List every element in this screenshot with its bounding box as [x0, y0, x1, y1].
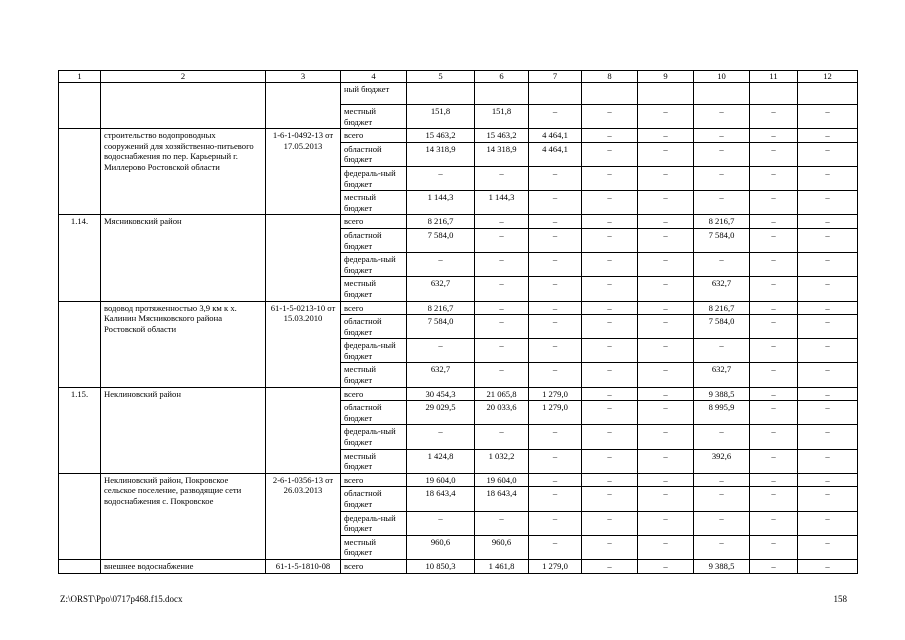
funding-source-cell: местный бюджет	[341, 363, 407, 387]
amount-cell: –	[798, 105, 858, 129]
table-row	[59, 83, 858, 105]
amount-cell: –	[638, 339, 694, 363]
amount-cell	[750, 83, 798, 105]
doc-ref-cell	[266, 215, 341, 301]
funding-source-cell: всего	[341, 387, 407, 401]
amount-cell: –	[750, 129, 798, 143]
amount-cell: –	[529, 253, 582, 277]
amount-cell: –	[798, 425, 858, 449]
amount-cell: –	[638, 315, 694, 339]
amount-cell: –	[582, 228, 638, 252]
amount-cell: –	[798, 129, 858, 143]
amount-cell: –	[750, 487, 798, 511]
funding-source-cell: областной бюджет	[341, 315, 407, 339]
budget-table	[58, 70, 858, 574]
amount-cell: –	[638, 449, 694, 473]
amount-cell: –	[582, 215, 638, 229]
amount-cell	[407, 83, 475, 105]
amount-cell: –	[750, 339, 798, 363]
funding-source-cell: всего	[341, 473, 407, 487]
amount-cell: 8 216,7	[694, 301, 750, 315]
amount-cell: –	[407, 253, 475, 277]
amount-cell: –	[582, 301, 638, 315]
column-number: 10	[694, 71, 750, 83]
amount-cell: –	[407, 166, 475, 190]
column-number: 7	[529, 71, 582, 83]
amount-cell: –	[582, 129, 638, 143]
table-row	[59, 473, 858, 487]
amount-cell: 1 144,3	[407, 191, 475, 215]
amount-cell: –	[407, 339, 475, 363]
item-number-cell: 1.15.	[59, 387, 101, 473]
amount-cell	[475, 83, 529, 105]
amount-cell: –	[694, 511, 750, 535]
doc-ref-cell	[266, 83, 341, 129]
amount-cell: –	[750, 511, 798, 535]
amount-cell: 18 643,4	[407, 487, 475, 511]
amount-cell: –	[638, 129, 694, 143]
amount-cell: –	[798, 473, 858, 487]
column-number: 5	[407, 71, 475, 83]
amount-cell: –	[694, 105, 750, 129]
amount-cell: –	[638, 473, 694, 487]
amount-cell: 1 279,0	[529, 401, 582, 425]
amount-cell: –	[798, 387, 858, 401]
amount-cell: –	[529, 105, 582, 129]
amount-cell: –	[694, 166, 750, 190]
amount-cell: –	[582, 473, 638, 487]
object-name-cell	[101, 83, 266, 129]
amount-cell: 7 584,0	[407, 315, 475, 339]
amount-cell: –	[750, 105, 798, 129]
amount-cell: 19 604,0	[407, 473, 475, 487]
amount-cell: 1 424,8	[407, 449, 475, 473]
amount-cell: –	[529, 191, 582, 215]
amount-cell: 7 584,0	[694, 228, 750, 252]
amount-cell: –	[475, 315, 529, 339]
amount-cell: 1 461,8	[475, 559, 529, 573]
amount-cell: –	[638, 301, 694, 315]
amount-cell	[798, 83, 858, 105]
amount-cell	[529, 83, 582, 105]
amount-cell: 1 279,0	[529, 387, 582, 401]
column-number: 4	[341, 71, 407, 83]
amount-cell: –	[638, 535, 694, 559]
doc-ref-cell: 1-6-1-0492-13 от 17.05.2013	[266, 129, 341, 215]
funding-source-cell: областной бюджет	[341, 228, 407, 252]
amount-cell: 9 388,5	[694, 559, 750, 573]
amount-cell: –	[798, 191, 858, 215]
object-name-cell: строительство водопроводных сооружений для хозяйственно-питьевого водоснабжения по пер. Карьерный г. Миллерово Ростовской области	[101, 129, 266, 215]
amount-cell: –	[798, 401, 858, 425]
amount-cell: –	[798, 559, 858, 573]
document-path: Z:\ORST\Ppo\0717p468.f15.docx	[60, 594, 183, 604]
amount-cell: –	[798, 511, 858, 535]
amount-cell: 10 850,3	[407, 559, 475, 573]
table-row	[59, 129, 858, 143]
amount-cell: –	[475, 301, 529, 315]
amount-cell: –	[529, 215, 582, 229]
amount-cell: –	[638, 559, 694, 573]
amount-cell: –	[750, 191, 798, 215]
amount-cell: 29 029,5	[407, 401, 475, 425]
table-row	[59, 301, 858, 315]
amount-cell: –	[798, 339, 858, 363]
amount-cell: –	[798, 449, 858, 473]
amount-cell: –	[798, 142, 858, 166]
amount-cell: –	[638, 487, 694, 511]
doc-ref-cell	[266, 387, 341, 473]
funding-source-cell: областной бюджет	[341, 142, 407, 166]
table-row	[59, 387, 858, 401]
column-number: 6	[475, 71, 529, 83]
amount-cell: 15 463,2	[475, 129, 529, 143]
amount-cell: –	[407, 425, 475, 449]
amount-cell: –	[475, 166, 529, 190]
amount-cell: –	[694, 142, 750, 166]
funding-source-cell: местный бюджет	[341, 535, 407, 559]
amount-cell: –	[750, 449, 798, 473]
amount-cell: –	[529, 339, 582, 363]
amount-cell: –	[694, 339, 750, 363]
funding-source-cell: местный бюджет	[341, 277, 407, 301]
doc-ref-cell: 2-6-1-0356-13 от 26.03.2013	[266, 473, 341, 559]
item-number-cell: 1.14.	[59, 215, 101, 301]
amount-cell: –	[475, 215, 529, 229]
amount-cell: –	[638, 277, 694, 301]
amount-cell: –	[750, 253, 798, 277]
amount-cell: –	[798, 487, 858, 511]
amount-cell: –	[475, 228, 529, 252]
amount-cell: –	[582, 559, 638, 573]
amount-cell: –	[750, 425, 798, 449]
funding-source-cell: местный бюджет	[341, 449, 407, 473]
object-name-cell: Неклиновский район	[101, 387, 266, 473]
amount-cell	[694, 83, 750, 105]
amount-cell: –	[750, 363, 798, 387]
item-number-cell	[59, 129, 101, 215]
column-number: 11	[750, 71, 798, 83]
amount-cell: 960,6	[475, 535, 529, 559]
amount-cell: –	[529, 363, 582, 387]
amount-cell: –	[529, 511, 582, 535]
object-name-cell: Мясниковский район	[101, 215, 266, 301]
amount-cell: –	[750, 387, 798, 401]
table-row	[59, 559, 858, 573]
amount-cell: –	[694, 473, 750, 487]
amount-cell: 7 584,0	[694, 315, 750, 339]
amount-cell: –	[529, 449, 582, 473]
amount-cell: 8 216,7	[407, 301, 475, 315]
amount-cell: –	[750, 401, 798, 425]
amount-cell: –	[798, 277, 858, 301]
funding-source-cell: областной бюджет	[341, 487, 407, 511]
amount-cell: –	[798, 301, 858, 315]
amount-cell: –	[638, 228, 694, 252]
amount-cell: –	[798, 253, 858, 277]
amount-cell: 1 032,2	[475, 449, 529, 473]
amount-cell: –	[638, 387, 694, 401]
amount-cell: –	[638, 425, 694, 449]
funding-source-cell: местный бюджет	[341, 191, 407, 215]
amount-cell: –	[475, 511, 529, 535]
doc-ref-cell: 61-1-5-1810-08	[266, 559, 341, 573]
amount-cell: –	[529, 315, 582, 339]
amount-cell: –	[582, 363, 638, 387]
funding-source-cell: ный бюджет	[341, 83, 407, 105]
item-number-cell	[59, 83, 101, 129]
column-number: 12	[798, 71, 858, 83]
amount-cell: –	[582, 339, 638, 363]
column-number: 8	[582, 71, 638, 83]
amount-cell: –	[638, 105, 694, 129]
amount-cell: –	[694, 129, 750, 143]
amount-cell: –	[638, 166, 694, 190]
object-name-cell: водовод протяженностью 3,9 км к х. Калинин Мясниковского района Ростовской области	[101, 301, 266, 387]
amount-cell: 632,7	[407, 277, 475, 301]
amount-cell: –	[475, 339, 529, 363]
amount-cell: –	[475, 277, 529, 301]
amount-cell: 9 388,5	[694, 387, 750, 401]
amount-cell: –	[582, 253, 638, 277]
amount-cell: 19 604,0	[475, 473, 529, 487]
funding-source-cell: федераль-ный бюджет	[341, 339, 407, 363]
amount-cell: –	[694, 191, 750, 215]
amount-cell: –	[582, 401, 638, 425]
amount-cell: –	[750, 301, 798, 315]
amount-cell: –	[694, 487, 750, 511]
amount-cell: 14 318,9	[475, 142, 529, 166]
column-number-row	[59, 71, 858, 83]
amount-cell: 392,6	[694, 449, 750, 473]
funding-source-cell: областной бюджет	[341, 401, 407, 425]
funding-source-cell: федераль-ный бюджет	[341, 166, 407, 190]
item-number-cell	[59, 559, 101, 573]
funding-source-cell: федераль-ный бюджет	[341, 253, 407, 277]
funding-source-cell: всего	[341, 215, 407, 229]
column-number: 2	[101, 71, 266, 83]
funding-source-cell: федераль-ный бюджет	[341, 511, 407, 535]
amount-cell: –	[582, 511, 638, 535]
amount-cell: 8 216,7	[694, 215, 750, 229]
amount-cell: 632,7	[694, 277, 750, 301]
amount-cell: –	[694, 425, 750, 449]
amount-cell: –	[798, 535, 858, 559]
amount-cell: –	[582, 487, 638, 511]
amount-cell: –	[582, 142, 638, 166]
amount-cell: 4 464,1	[529, 142, 582, 166]
amount-cell: –	[638, 191, 694, 215]
object-name-cell: внешнее водоснабжение	[101, 559, 266, 573]
amount-cell: 20 033,6	[475, 401, 529, 425]
amount-cell: 1 279,0	[529, 559, 582, 573]
amount-cell: –	[750, 228, 798, 252]
amount-cell: 151,8	[475, 105, 529, 129]
amount-cell	[582, 83, 638, 105]
amount-cell: –	[529, 487, 582, 511]
amount-cell: 21 065,8	[475, 387, 529, 401]
amount-cell: –	[475, 253, 529, 277]
amount-cell: –	[582, 387, 638, 401]
amount-cell: –	[582, 105, 638, 129]
amount-cell: –	[750, 166, 798, 190]
amount-cell: –	[750, 215, 798, 229]
amount-cell: 4 464,1	[529, 129, 582, 143]
amount-cell: –	[638, 363, 694, 387]
amount-cell: 7 584,0	[407, 228, 475, 252]
amount-cell: –	[582, 425, 638, 449]
amount-cell: 1 144,3	[475, 191, 529, 215]
amount-cell: –	[750, 559, 798, 573]
funding-source-cell: всего	[341, 301, 407, 315]
amount-cell: –	[529, 301, 582, 315]
amount-cell: 30 454,3	[407, 387, 475, 401]
amount-cell: –	[582, 315, 638, 339]
amount-cell: –	[750, 315, 798, 339]
amount-cell: –	[529, 228, 582, 252]
funding-source-cell: местный бюджет	[341, 105, 407, 129]
amount-cell: –	[529, 166, 582, 190]
amount-cell: –	[407, 511, 475, 535]
column-number: 9	[638, 71, 694, 83]
amount-cell: –	[582, 535, 638, 559]
amount-cell: –	[638, 253, 694, 277]
amount-cell: 14 318,9	[407, 142, 475, 166]
amount-cell: –	[529, 425, 582, 449]
amount-cell: –	[638, 142, 694, 166]
amount-cell: 151,8	[407, 105, 475, 129]
amount-cell: –	[582, 277, 638, 301]
page-number: 158	[833, 594, 847, 604]
amount-cell: –	[582, 191, 638, 215]
amount-cell: –	[582, 449, 638, 473]
amount-cell: –	[475, 363, 529, 387]
doc-ref-cell: 61-1-5-0213-10 от 15.03.2010	[266, 301, 341, 387]
amount-cell: 632,7	[694, 363, 750, 387]
object-name-cell: Неклиновский район, Покровское сельское поселение, разводящие сети водоснабжения с. Покровское	[101, 473, 266, 559]
amount-cell: –	[798, 363, 858, 387]
amount-cell: –	[694, 253, 750, 277]
amount-cell: –	[475, 425, 529, 449]
funding-source-cell: всего	[341, 129, 407, 143]
item-number-cell	[59, 301, 101, 387]
amount-cell: –	[798, 215, 858, 229]
amount-cell: –	[798, 315, 858, 339]
item-number-cell	[59, 473, 101, 559]
amount-cell: –	[582, 166, 638, 190]
amount-cell: 632,7	[407, 363, 475, 387]
amount-cell: –	[529, 277, 582, 301]
amount-cell: –	[529, 535, 582, 559]
funding-source-cell: федераль-ный бюджет	[341, 425, 407, 449]
amount-cell: –	[638, 511, 694, 535]
amount-cell: 960,6	[407, 535, 475, 559]
column-number: 1	[59, 71, 101, 83]
amount-cell: –	[798, 228, 858, 252]
amount-cell: –	[694, 535, 750, 559]
amount-cell: –	[529, 473, 582, 487]
amount-cell: –	[798, 166, 858, 190]
amount-cell	[638, 83, 694, 105]
amount-cell: 8 995,9	[694, 401, 750, 425]
amount-cell: –	[638, 401, 694, 425]
funding-source-cell: всего	[341, 559, 407, 573]
amount-cell: –	[750, 142, 798, 166]
column-number: 3	[266, 71, 341, 83]
amount-cell: –	[750, 473, 798, 487]
amount-cell: –	[638, 215, 694, 229]
amount-cell: –	[750, 535, 798, 559]
amount-cell: –	[750, 277, 798, 301]
amount-cell: 8 216,7	[407, 215, 475, 229]
table-row	[59, 215, 858, 229]
amount-cell: 15 463,2	[407, 129, 475, 143]
amount-cell: 18 643,4	[475, 487, 529, 511]
